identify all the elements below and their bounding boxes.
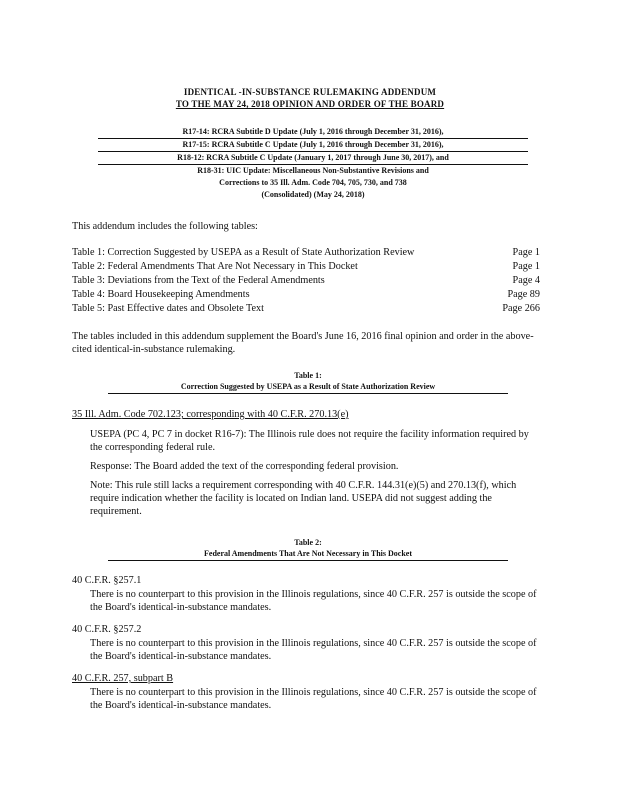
toc-page: Page 89 [507, 289, 540, 300]
table-2-entry-heading: 40 C.F.R. §257.1 [72, 575, 142, 586]
docket-line: R17-14: RCRA Subtitle D Update (July 1, 2016 through December 31, 2016), [98, 126, 528, 139]
usepa-comment: USEPA (PC 4, PC 7 in docket R16-7): The Illinois rule does not require the facility information required by the corresponding federal rule. [90, 429, 529, 453]
docket-list [98, 126, 528, 201]
toc-label: Table 1: Correction Suggested by USEPA as a Result of State Authorization Review [72, 247, 415, 258]
table-1-entry-body [90, 428, 538, 524]
toc-row [72, 274, 540, 288]
addendum-header [100, 86, 520, 110]
header-line-1: IDENTICAL -IN-SUBSTANCE RULEMAKING ADDENDUM [183, 87, 437, 97]
board-response: Response: The Board added the text of the corresponding federal provision. [90, 461, 399, 472]
table-1-title-block [108, 370, 508, 394]
table-2-entry-heading: 40 C.F.R. §257.2 [72, 624, 142, 635]
table-2-entry-heading: 40 C.F.R. 257, subpart B [72, 673, 174, 684]
docket-line: R18-12: RCRA Subtitle C Update (January 1, 2017 through June 30, 2017), and [98, 152, 528, 165]
docket-line: (Consolidated) (May 24, 2018) [261, 190, 365, 199]
header-line-2: TO THE MAY 24, 2018 OPINION AND ORDER OF THE BOARD [175, 99, 445, 109]
table-2-entry-text: There is no counterpart to this provision in the Illinois regulations, since 40 C.F.R. 257 is outside the scope of the Board's identical-in-substance mandates. [90, 687, 537, 711]
toc-row [72, 302, 540, 316]
toc-label: Table 4: Board Housekeeping Amendments [72, 289, 250, 300]
supplement-text: The tables included in this addendum supplement the Board's June 16, 2016 final opinion and order in the above-cited identical-in-substance rulemaking. [72, 331, 534, 355]
intro-text: This addendum includes the following tables: [72, 221, 258, 232]
toc-page: Page 1 [512, 247, 540, 258]
docket-line: Corrections to 35 Ill. Adm. Code 704, 705, 730, and 738 [219, 178, 407, 187]
toc-row [72, 288, 540, 302]
table-2-title: Table 2: [294, 538, 322, 547]
toc-label: Table 5: Past Effective dates and Obsolete Text [72, 303, 264, 314]
toc-page: Page 4 [512, 275, 540, 286]
toc-label: Table 2: Federal Amendments That Are Not Necessary in This Docket [72, 261, 358, 272]
toc-row [72, 246, 540, 260]
docket-line: R18-31: UIC Update: Miscellaneous Non-Substantive Revisions and [197, 166, 429, 175]
table-2-entry-text: There is no counterpart to this provision in the Illinois regulations, since 40 C.F.R. 257 is outside the scope of the Board's identical-in-substance mandates. [90, 638, 537, 662]
note-text: Note: This rule still lacks a requirement corresponding with 40 C.F.R. 144.31(e)(5) and 270.13(f), which require indication whether the facility is located on Indian land. USEPA did not suggest adding the requirement. [90, 480, 517, 517]
toc-page: Page 266 [502, 303, 540, 314]
table-of-contents [72, 246, 540, 316]
toc-row [72, 260, 540, 274]
docket-line: R17-15: RCRA Subtitle C Update (July 1, 2016 through December 31, 2016), [98, 139, 528, 152]
table-1-entry-heading: 35 Ill. Adm. Code 702.123; corresponding with 40 C.F.R. 270.13(e) [72, 409, 349, 420]
table-2-title-block [108, 537, 508, 561]
table-1-title: Table 1: [294, 371, 322, 380]
toc-label: Table 3: Deviations from the Text of the Federal Amendments [72, 275, 325, 286]
table-2-entry-text: There is no counterpart to this provision in the Illinois regulations, since 40 C.F.R. 257 is outside the scope of the Board's identical-in-substance mandates. [90, 589, 537, 613]
table-2-subtitle: Federal Amendments That Are Not Necessary in This Docket [108, 548, 508, 561]
table-1-subtitle: Correction Suggested by USEPA as a Result of State Authorization Review [108, 381, 508, 394]
toc-page: Page 1 [512, 261, 540, 272]
